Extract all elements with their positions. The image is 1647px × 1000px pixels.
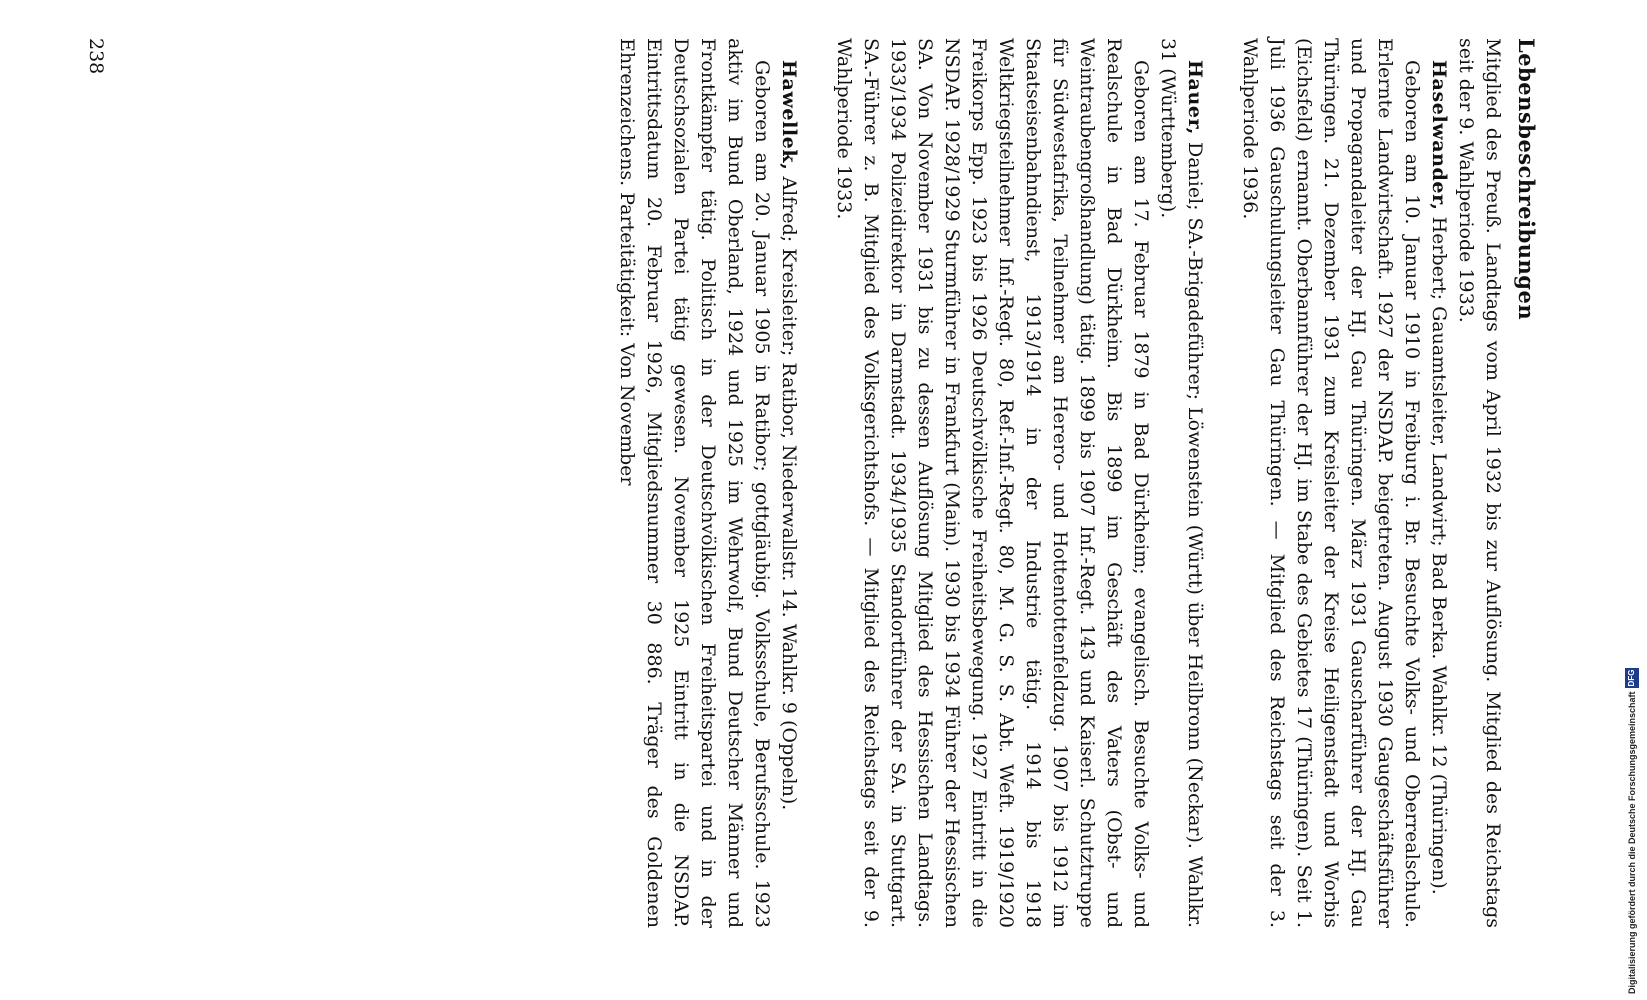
page-content: [82, 38, 1542, 928]
biography-text: Geboren am 17. Februar 1879 in Bad Dürkheim; evangelisch. Besuchte Volks- und Realschule in Bad Dürkheim. Bis 1899 im Geschäft des Vaters (Obst- und Weintraubengroßhandlung) tätig. 1899 bis 1907 Inf.-Regt. 143 und Kaiserl. Schutztruppe für Südwestafrika, Teilnehmer am Herero- und Hottentottenfeldzug. 1907 bis 1912 im Staatseisenbahndienst, 1913/1914 in der Industrie tätig. 1914 bis 1918 Weltkriegsteilnehmer Inf.-Regt. 80, Ref.-Inf.-Regt. 80, M. G. S. S. Abt. Weft. 1919/1920 Freikorps Epp. 1923 bis 1926 Deutschvölkische Freiheitsbewegung. 1927 Eintritt in die NSDAP. 1928/1929 Sturmführer in Frankfurt (Main). 1930 bis 1934 Führer der Hessischen SA. Von November 1931 bis zu dessen Auflösung Mitglied des Hessischen Landtags. 1933/1934 Polizeidirektor in Darmstadt. 1934/1935 Standortführer der SA. in Stuttgart. SA.-Führer z. B. Mitglied des Volksgerichtshofs. — Mitglied des Reichstags seit der 9. Wahlperiode 1933.: [833, 38, 1152, 928]
person-heading: Herbert; Gauamtsleiter, Landwirt; Bad Berka. Wahlkr. 12 (Thüringen).: [1428, 210, 1450, 895]
biography-text: Geboren am 10. Januar 1910 in Freiburg i. Br. Besuchte Volks- und Oberrealschule. Erlernte Landwirtschaft. 1927 der NSDAP. beigetreten. August 1930 Gaugeschäftsführer und Propagandaleiter der HJ. Gau Thüringen. März 1931 Gauscharführer der HJ. Gau Thüringen. 21. Dezember 1931 zum Kreisleiter der Kreise Heiligenstadt und Worbis (Eichsfeld) ernannt. Oberbannführer der HJ. im Stabe des Gebietes 17 (Thüringen). Seit 1. Juli 1936 Gauschulungsleiter Gau Thüringen. — Mitglied des Reichstags seit der 3. Wahlperiode 1936.: [1239, 38, 1423, 928]
person-name: Hauer,: [1184, 60, 1206, 136]
person-name: Hawellek,: [778, 60, 800, 171]
digitization-text: Digitalisierung gefördert durch die Deutsche Forschungsgemeinschaft: [1627, 691, 1637, 994]
person-name: Haselwander,: [1428, 60, 1450, 211]
biography-entry: [613, 38, 802, 928]
running-header: Lebensbeschreibungen: [1514, 38, 1539, 321]
person-heading: Daniel; SA.-Brigadeführer; Löwenstein (Württ) über Heilbronn (Neckar). Wahlkr. 31 (Württemberg).: [1157, 38, 1206, 928]
dfg-logo: DFG: [1625, 668, 1639, 689]
person-heading: Alfred; Kreisleiter; Ratibor, Niederwallstr. 14. Wahlkr. 9 (Oppeln).: [778, 170, 800, 811]
biography-text: Geboren am 20. Januar 1905 in Ratibor; gottgläubig. Volksschule, Berufsschule. 1923 aktiv im Bund Oberland, 1924 und 1925 im Wehrwolf, Bund Deutscher Männer und Frontkämpfer tätig. Politisch in der Deutschvölkischen Freiheitspartei und in der Deutschsozialen Partei tätig gewesen. November 1925 Eintritt in die NSDAP. Eintrittsdatum 20. Februar 1926, Mitgliedsnummer 30 886. Träger des Goldenen Ehrenzeichens. Parteitätigkeit: Von November: [616, 38, 773, 928]
page-number: 238: [85, 38, 107, 75]
biography-entry: [1236, 38, 1452, 928]
biography-entry: [830, 38, 1208, 928]
digitization-note: [1624, 580, 1640, 994]
intro-paragraph: Mitglied des Preuß. Landtags vom April 1932 bis zur Auflösung. Mitglied des Reichstags seit der 9. Wahlperiode 1933.: [1455, 38, 1504, 928]
